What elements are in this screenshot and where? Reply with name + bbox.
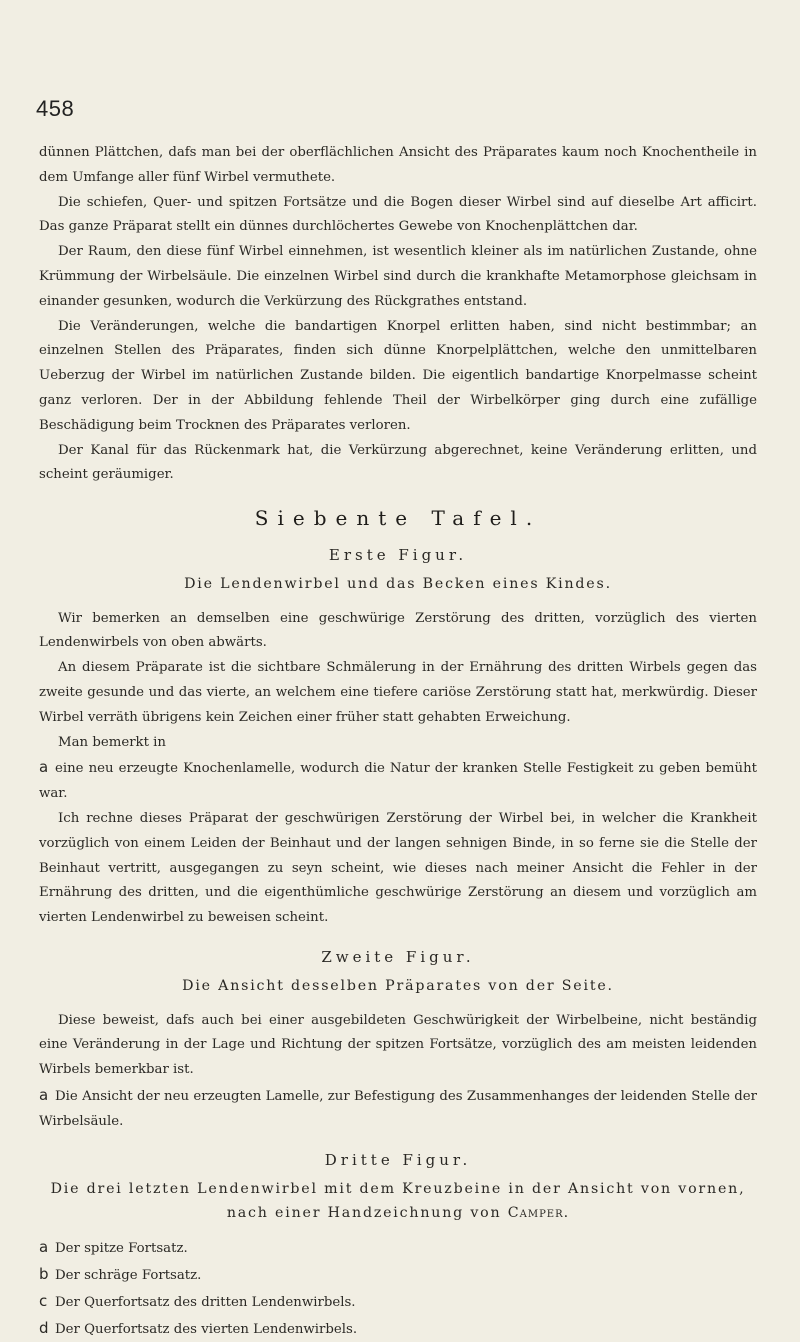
legend-item-b: [39, 1262, 757, 1289]
figure-1-subject: Die Lendenwirbel und das Becken eines Kindes.: [184, 575, 612, 592]
figure-3-author: Camper.: [507, 1205, 570, 1222]
legend-text: Der Querfortsatz des vierten Lendenwirbels.: [55, 1321, 358, 1337]
figure-2-paragraph: Diese beweist, dafs auch bei einer ausgebildeten Geschwürigkeit der Wirbelbeine, nicht beständig eine Veränderung in der Lage und Richtung der spitzen Fortsätze, vorzüglich des am meisten leidenden Wirbels bemerkbar ist.: [39, 1012, 757, 1078]
figure-3-subject-prefix: nach einer Handzeichnung von: [226, 1205, 502, 1222]
page-content: [39, 141, 757, 1342]
figure-1-paragraph-after: Ich rechne dieses Präparat der geschwürigen Zerstörung der Wirbel bei, in welcher die Krankheit vorzüglich von einem Leiden der Beinhaut und der langen sehnigen Binde, in so ferne sie die Stelle der Beinhaut vertritt, ausgegangen zu seyn scheint, wie dieses nach meiner Ansicht die Fehler in der Ernährung des dritten, und die eigenthümliche geschwürige Zerstörung an diesem und vorzüglich am vierten Lendenwirbel zu beweisen scheint.: [39, 810, 757, 926]
legend-letter: a: [39, 1238, 49, 1257]
legend-item-c: [39, 1289, 757, 1316]
item-text: Die Ansicht der neu erzeugten Lamelle, zur Befestigung des Zusammenhanges der leidenden Stelle der Wirbelsäule.: [39, 1088, 757, 1129]
item-letter: a: [39, 758, 49, 777]
paragraph-processes: Die schiefen, Quer- und spitzen Fortsätze und die Bogen dieser Wirbel sind auf dieselbe Art afficirt. Das ganze Präparat stellt ein dünnes durchlöchertes Gewebe von Knochenplättchen dar.: [39, 194, 757, 235]
paragraph-cartilage: Die Veränderungen, welche die bandartigen Knorpel erlitten haben, sind nicht bestimmbar; an einzelnen Stellen des Präparates, finden sich dünne Knorpelplättchen, welche den unmittelbaren Ueberzug der Wirbel im natürlichen Zustande bilden. Die eigentlich bandartige Knorpelmasse scheint ganz verloren. Der in der Abbildung fehlende Theil der Wirbelkörper ging durch eine zufällige Beschädigung beim Trocknen des Präparates verloren.: [39, 318, 757, 433]
legend-text: Der spitze Fortsatz.: [55, 1241, 188, 1257]
figure-3-subject: [39, 1177, 757, 1225]
figure-1-paragraph-1: Wir bemerken an demselben eine geschwürige Zerstörung des dritten, vorzüglich des vierten Lendenwirbels von oben abwärts.: [39, 610, 757, 651]
figure-1-item-a: [39, 755, 757, 807]
figure-2-subject: Die Ansicht desselben Präparates von der Seite.: [182, 977, 614, 994]
figure-1-paragraph-2: An diesem Präparate ist die sichtbare Schmälerung in der Ernährung des dritten Wirbels gegen das zweite gesunde und das vierte, an welchem eine tiefere cariöse Zerstörung statt hat, merkwürdig. Dieser Wirbel verräth übrigens kein Zeichen einer früher statt gehabten Erweichung.: [39, 660, 757, 725]
legend-item-d: [39, 1316, 757, 1342]
legend-letter: b: [39, 1265, 49, 1284]
figure-3-subject-line-1: Die drei letzten Lendenwirbel mit dem Kreuzbeine in der Ansicht von vornen,: [50, 1181, 746, 1198]
legend-letter: c: [39, 1291, 48, 1310]
figure-3-subject-line-2: [39, 1201, 757, 1225]
section-title: Siebente Tafel.: [254, 506, 542, 531]
figure-1-title: Erste Figur.: [328, 545, 468, 564]
legend-item-a: [39, 1235, 757, 1262]
item-letter: a: [39, 1085, 49, 1104]
figure-2-item-a: [39, 1083, 757, 1135]
legend-text: Der schräge Fortsatz.: [55, 1268, 202, 1284]
figure-3-legend: [39, 1235, 757, 1342]
page-number: 458: [36, 96, 75, 121]
legend-letter: d: [39, 1318, 49, 1337]
figure-1-paragraph-3: Man bemerkt in: [58, 734, 166, 750]
paragraph-space: Der Raum, den diese fünf Wirbel einnehmen, ist wesentlich kleiner als im natürlichen Zustande, ohne Krümmung der Wirbelsäule. Die einzelnen Wirbel sind durch die krankhafte Metamorphose gleichsam in einander gesunken, wodurch die Verkürzung des Rückgrathes entstand.: [39, 244, 757, 309]
paragraph-continuation: dünnen Plättchen, dafs man bei der oberflächlichen Ansicht des Präparates kaum noch Knochentheile in dem Umfange aller fünf Wirbel vermuthete.: [39, 145, 757, 185]
item-text: eine neu erzeugte Knochenlamelle, wodurch die Natur der kranken Stelle Festigkeit zu geben bemüht war.: [39, 761, 757, 802]
legend-text: Der Querfortsatz des dritten Lendenwirbels.: [55, 1294, 356, 1310]
paragraph-canal: Der Kanal für das Rückenmark hat, die Verkürzung abgerechnet, keine Veränderung erlitten, und scheint geräumiger.: [39, 442, 757, 483]
figure-2-title: Zweite Figur.: [321, 947, 475, 966]
figure-3-title: Dritte Figur.: [324, 1151, 472, 1170]
